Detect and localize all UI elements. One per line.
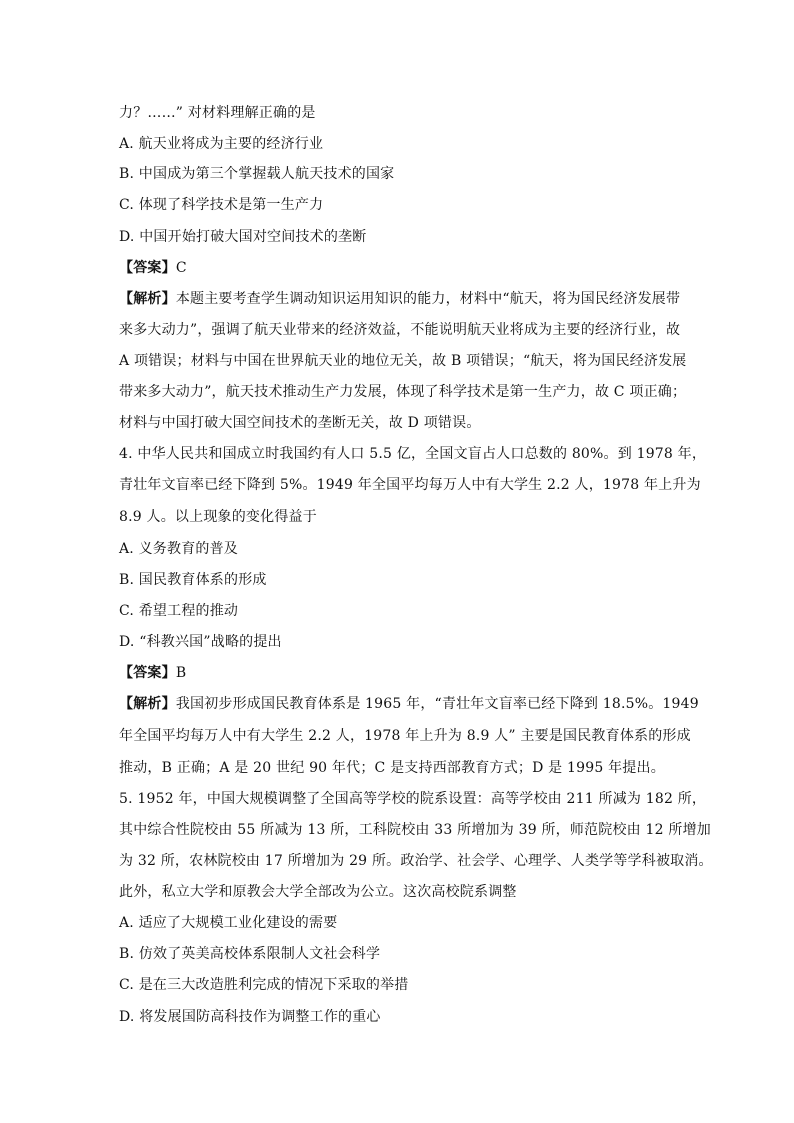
q5-stem-line: 5. 1952 年，中国大规模调整了全国高等学校的院系设置：高等学校由 211 所减为 182 所， <box>119 791 707 807</box>
q4-analysis-line: 推动，B 正确；A 是 20 世纪 90 年代；C 是支持西部教育方式；D 是 1995 年提出。 <box>119 760 665 776</box>
q3-analysis-line: 带来多大动力”，航天技术推动生产力发展，体现了科学技术是第一生产力，故 C 项正确； <box>119 384 687 400</box>
q4-option-b: B. 国民教育体系的形成 <box>119 572 267 588</box>
q3-analysis-text: 本题主要考查学生调动知识运用知识的能力，材料中“航天，将为国民经济发展带 <box>175 291 681 307</box>
q3-stem-tail: 力？……” 对材料理解正确的是 <box>119 105 316 121</box>
q5-option-c: C. 是在三大改造胜利完成的情况下采取的举措 <box>119 977 409 993</box>
q3-answer <box>119 259 187 277</box>
q3-analysis-label: 【解析】 <box>119 291 176 307</box>
q3-option-d: D. 中国开始打破大国对空间技术的垄断 <box>119 229 367 245</box>
q5-option-a: A. 适应了大规模工业化建设的需要 <box>119 915 338 931</box>
q5-stem-line: 为 32 所，农林院校由 17 所增加为 29 所。政治学、社会学、心理学、人类学等学科被取消。 <box>119 853 713 869</box>
q4-answer <box>119 664 186 682</box>
q4-analysis-label: 【解析】 <box>119 696 176 712</box>
q4-analysis-line <box>119 695 699 713</box>
q3-answer-label: 【答案】 <box>119 260 176 276</box>
q3-option-a: A. 航天业将成为主要的经济行业 <box>119 136 324 152</box>
q4-answer-value: B <box>175 665 187 681</box>
q3-analysis-line: A 项错误；材料与中国在世界航天业的地位无关，故 B 项错误；“航天，将为国民经济发展 <box>119 353 687 369</box>
q3-analysis-line <box>119 290 681 308</box>
q4-stem-line: 8.9 人。以上现象的变化得益于 <box>119 509 317 525</box>
q5-stem-line: 其中综合性院校由 55 所减为 13 所，工科院校由 33 所增加为 39 所，师范院校由 12 所增加 <box>119 822 711 838</box>
q4-analysis-text: 我国初步形成国民教育体系是 1965 年，“青壮年文盲率已经下降到 18.5%。1949 <box>175 696 699 712</box>
q4-option-d: D. “科教兴国”战略的提出 <box>119 634 282 650</box>
q5-option-b: B. 仿效了英美高校体系限制人文社会科学 <box>119 946 381 962</box>
q3-option-c: C. 体现了科学技术是第一生产力 <box>119 197 324 213</box>
q3-option-b: B. 中国成为第三个掌握载人航天技术的国家 <box>119 166 395 182</box>
q4-stem-line: 青壮年文盲率已经下降到 5%。1949 年全国平均每万人中有大学生 2.2 人，1978 年上升为 <box>119 477 701 493</box>
q3-answer-value: C <box>175 260 187 276</box>
q4-stem-line: 4. 中华人民共和国成立时我国约有人口 5.5 亿，全国文盲占人口总数的 80%。到 1978 年， <box>119 446 707 462</box>
q5-option-d: D. 将发展国防高科技作为调整工作的重心 <box>119 1009 381 1025</box>
q4-answer-label: 【答案】 <box>119 665 176 681</box>
q4-option-c: C. 希望工程的推动 <box>119 603 239 619</box>
q5-stem-line: 此外，私立大学和原教会大学全部改为公立。这次高校院系调整 <box>119 884 517 900</box>
q3-analysis-line: 材料与中国打破大国空间技术的垄断无关，故 D 项错误。 <box>119 415 481 431</box>
q4-analysis-line: 年全国平均每万人中有大学生 2.2 人，1978 年上升为 8.9 人” 主要是国民教育体系的形成 <box>119 728 691 744</box>
q3-analysis-line: 来多大动力”，强调了航天业带来的经济效益，不能说明航天业将成为主要的经济行业，故 <box>119 322 681 338</box>
q4-option-a: A. 义务教育的普及 <box>119 541 239 557</box>
